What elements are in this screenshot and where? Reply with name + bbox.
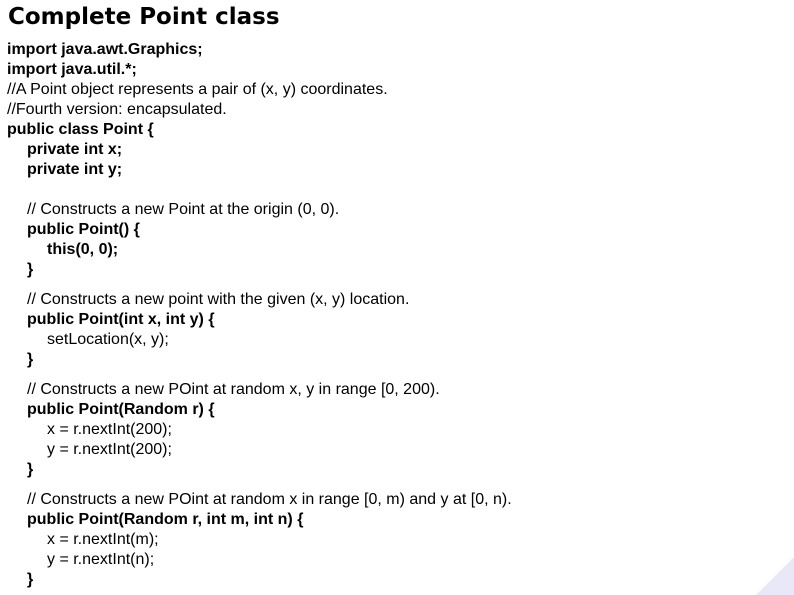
code-line-constructor-origin-signature: public Point() { bbox=[27, 221, 140, 238]
code-line-class-declaration: public class Point { bbox=[7, 121, 154, 138]
code-line-import-util: import java.util.*; bbox=[7, 61, 137, 78]
code-line-constructor-random-close: } bbox=[27, 461, 34, 478]
code-comment-class-description: //A Point object represents a pair of (x, y) coordinates. bbox=[7, 81, 388, 98]
code-line-constructor-random-range-close: } bbox=[27, 571, 34, 588]
decorative-corner bbox=[756, 557, 794, 595]
code-line-constructor-random-range-signature: public Point(Random r, int m, int n) { bbox=[27, 511, 304, 528]
code-line-constructor-origin-close: } bbox=[27, 261, 34, 278]
code-line-constructor-random-body-y: y = r.nextInt(200); bbox=[47, 441, 172, 458]
code-line-constructor-xy-close: } bbox=[27, 351, 34, 368]
code-line-field-x: private int x; bbox=[27, 141, 123, 158]
code-line-import-graphics: import java.awt.Graphics; bbox=[7, 41, 203, 58]
code-line-constructor-xy-body: setLocation(x, y); bbox=[47, 331, 169, 348]
code-comment-constructor-xy: // Constructs a new point with the given (x, y) location. bbox=[27, 291, 410, 308]
code-comment-version: //Fourth version: encapsulated. bbox=[7, 101, 227, 118]
code-line-constructor-origin-body: this(0, 0); bbox=[47, 241, 119, 258]
code-comment-constructor-random: // Constructs a new POint at random x, y in range [0, 200). bbox=[27, 381, 440, 398]
code-line-constructor-random-range-body-y: y = r.nextInt(n); bbox=[47, 551, 155, 568]
code-comment-constructor-random-range: // Constructs a new POint at random x in range [0, m) and y at [0, n). bbox=[27, 491, 512, 508]
code-line-constructor-xy-signature: public Point(int x, int y) { bbox=[27, 311, 215, 328]
code-line-constructor-random-signature: public Point(Random r) { bbox=[27, 401, 215, 418]
code-line-constructor-random-range-body-x: x = r.nextInt(m); bbox=[47, 531, 159, 548]
code-line-constructor-random-body-x: x = r.nextInt(200); bbox=[47, 421, 172, 438]
code-comment-constructor-origin: // Constructs a new Point at the origin (0, 0). bbox=[27, 201, 340, 218]
code-line-field-y: private int y; bbox=[27, 161, 123, 178]
slide-title: Complete Point class bbox=[8, 4, 280, 30]
code-listing bbox=[7, 40, 512, 590]
